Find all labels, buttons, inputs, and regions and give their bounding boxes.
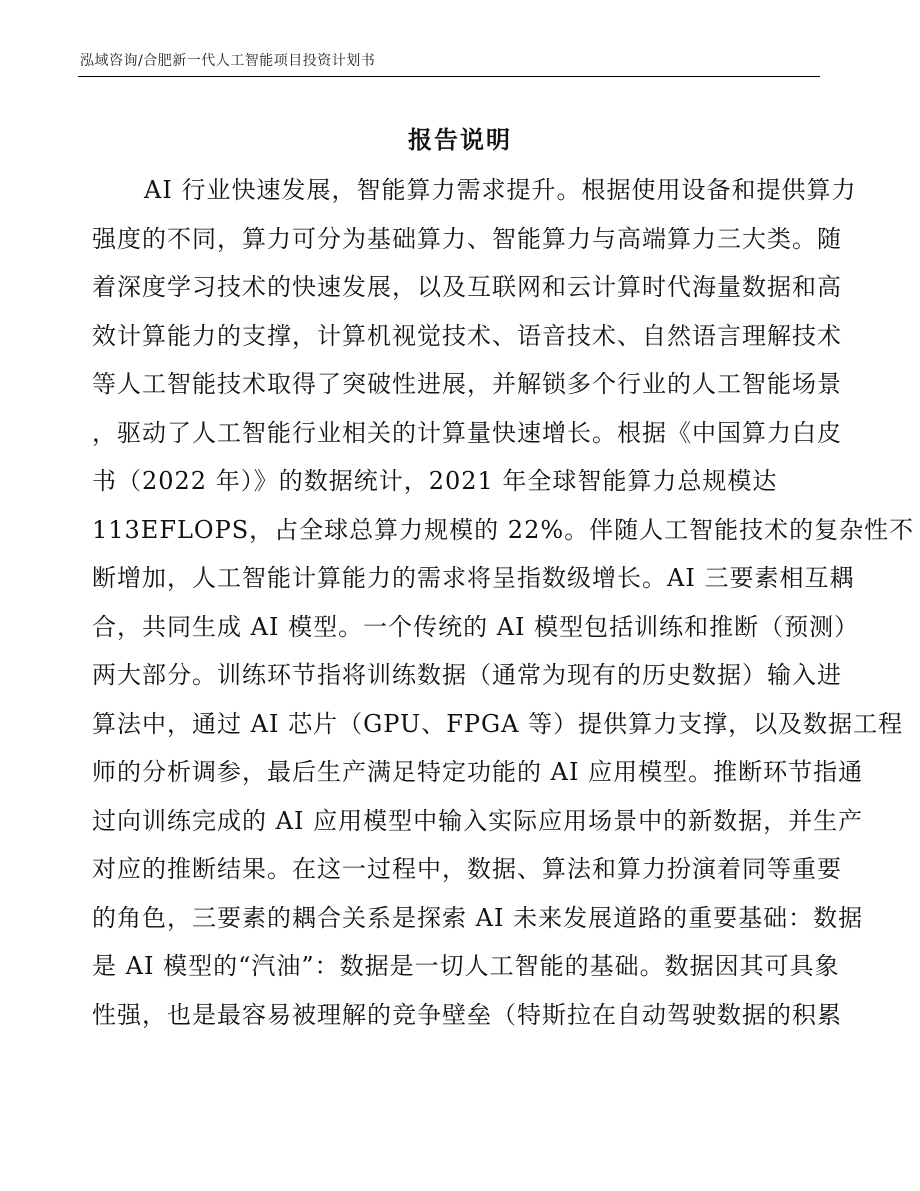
header-divider	[78, 76, 820, 77]
paragraph-line: 强度的不同，算力可分为基础算力、智能算力与高端算力三大类。随	[92, 224, 842, 253]
paragraph-line: 效计算能力的支撑，计算机视觉技术、语音技术、自然语言理解技术	[92, 321, 842, 350]
paragraph-line: 的角色，三要素的耦合关系是探索 AI 未来发展道路的重要基础：数据	[92, 903, 864, 932]
section-title: 报告说明	[408, 126, 512, 154]
paragraph-line: 113EFLOPS，占全球总算力规模的 22%。伴随人工智能技术的复杂性不	[92, 515, 915, 544]
paragraph-line: 合，共同生成 AI 模型。一个传统的 AI 模型包括训练和推断（预测）	[92, 612, 860, 641]
paragraph-line: 师的分析调参，最后生产满足特定功能的 AI 应用模型。推断环节指通	[92, 758, 864, 786]
paragraph-line: 书（2022 年）》的数据统计，2021 年全球智能算力总规模达	[92, 467, 778, 495]
paragraph-line: 对应的推断结果。在这一过程中，数据、算法和算力扮演着同等重要	[92, 855, 842, 883]
paragraph-line: 着深度学习技术的快速发展，以及互联网和云计算时代海量数据和高	[92, 273, 842, 301]
body-paragraph	[92, 166, 915, 1039]
paragraph-line: 性强，也是最容易被理解的竞争壁垒（特斯拉在自动驾驶数据的积累	[92, 1000, 842, 1029]
paragraph-line: 等人工智能技术取得了突破性进展，并解锁多个行业的人工智能场景	[92, 370, 842, 398]
paragraph-line: 过向训练完成的 AI 应用模型中输入实际应用场景中的新数据，并生产	[92, 806, 864, 835]
paragraph-line: ，驱动了人工智能行业相关的计算量快速增长。根据《中国算力白皮	[92, 418, 842, 447]
paragraph-line: 断增加，人工智能计算能力的需求将呈指数级增长。AI 三要素相互耦	[92, 564, 855, 592]
paragraph-line: AI 行业快速发展，智能算力需求提升。根据使用设备和提供算力	[144, 176, 857, 204]
paragraph-line: 两大部分。训练环节指将训练数据（通常为现有的历史数据）输入进	[92, 661, 842, 689]
paragraph-line: 是 AI 模型的“汽油”：数据是一切人工智能的基础。数据因其可具象	[92, 952, 840, 980]
running-header: 泓域咨询/合肥新一代人工智能项目投资计划书	[80, 53, 376, 69]
paragraph-line: 算法中，通过 AI 芯片（GPU、FPGA 等）提供算力支撑，以及数据工程	[92, 709, 904, 738]
